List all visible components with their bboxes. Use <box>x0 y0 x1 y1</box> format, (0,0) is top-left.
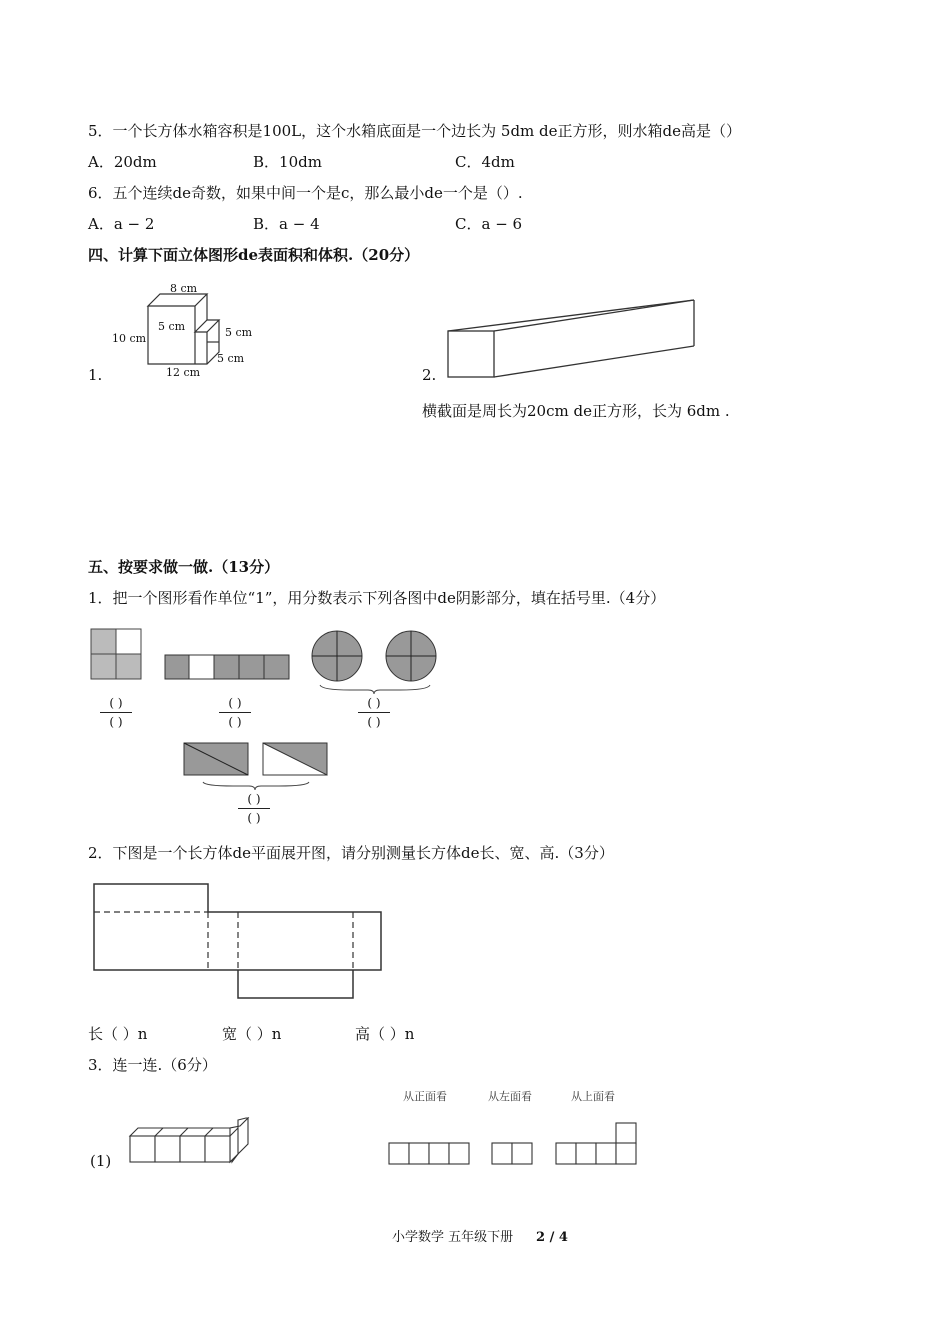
fig1-label-right-upper: 5 cm <box>225 326 253 339</box>
fraction-denominator: ( ) <box>228 715 242 729</box>
fraction-answer-1[interactable] <box>96 696 136 729</box>
view-label-left: 从左面看 <box>488 1090 532 1103</box>
two-circles-figure <box>310 628 440 692</box>
fig1-label-right-lower: 5 cm <box>217 352 245 365</box>
fraction-denominator: ( ) <box>247 811 261 825</box>
view-label-top: 从上面看 <box>571 1090 615 1103</box>
fig1-label-top: 8 cm <box>170 282 198 295</box>
five-part-strip-figure <box>164 654 290 680</box>
left-view-figure[interactable] <box>491 1142 533 1166</box>
measure-width[interactable]: 宽（ ）n <box>222 1025 282 1043</box>
section5-q1-text: 1．把一个图形看作单位“1”，用分数表示下列各图中de阴影部分，填在括号里.（4分） <box>88 589 666 607</box>
q6-option-a: A．a − 2 <box>88 215 155 233</box>
fraction-answer-3[interactable] <box>354 696 394 729</box>
section-5-title: 五、按要求做一做.（13分） <box>88 558 280 576</box>
footer-page-number: 2 / 4 <box>536 1230 568 1245</box>
question-6-text: 6．五个连续de奇数，如果中间一个是c，那么最小de一个是（）. <box>88 184 523 202</box>
quartered-square-figure <box>90 628 142 680</box>
top-view-figure[interactable] <box>555 1122 637 1166</box>
stepped-solid-figure <box>100 280 280 380</box>
footer-subject: 小学数学 五年级下册 <box>392 1230 514 1245</box>
q5-option-a: A．20dm <box>88 153 157 171</box>
q5-option-c: C．4dm <box>455 153 515 171</box>
fraction-answer-4[interactable] <box>234 792 274 825</box>
fig2-caption: 横截面是周长为20cm de正方形，长为 6dm . <box>422 402 730 420</box>
section-4-title: 四、计算下面立体图形de表面积和体积.（20分） <box>88 246 420 264</box>
two-triangle-rects-figure <box>183 742 333 794</box>
q3-item-1-label: (1) <box>90 1152 112 1170</box>
fig1-number: 1. <box>88 366 103 384</box>
section5-q2-text: 2．下图是一个长方体de平面展开图，请分别测量长方体de长、宽、高.（3分） <box>88 844 614 862</box>
q6-option-c: C．a − 6 <box>455 215 523 233</box>
measure-length[interactable]: 长（ ）n <box>88 1025 148 1043</box>
fraction-numerator: ( ) <box>247 792 261 806</box>
fraction-numerator: ( ) <box>109 696 123 710</box>
fraction-answer-2[interactable] <box>215 696 255 729</box>
fraction-numerator: ( ) <box>228 696 242 710</box>
fraction-numerator: ( ) <box>367 696 381 710</box>
fraction-denominator: ( ) <box>109 715 123 729</box>
measure-height[interactable]: 高（ ）n <box>355 1025 415 1043</box>
question-5-text: 5．一个长方体水箱容积是100L，这个水箱底面是一个边长为 5dm de正方形，则水箱de高是（） <box>88 122 742 140</box>
front-view-figure[interactable] <box>388 1142 470 1166</box>
q6-option-b: B．a − 4 <box>253 215 320 233</box>
fig1-label-bottom: 12 cm <box>166 366 201 379</box>
fig1-label-left: 10 cm <box>112 332 147 345</box>
view-label-front: 从正面看 <box>403 1090 447 1103</box>
q5-option-b: B．10dm <box>253 153 322 171</box>
fraction-denominator: ( ) <box>367 715 381 729</box>
cuboid-net-figure <box>92 882 384 1000</box>
cube-row-solid-figure <box>128 1116 252 1166</box>
section5-q3-text: 3．连一连.（6分） <box>88 1056 217 1074</box>
fig2-number: 2. <box>422 366 437 384</box>
long-prism-figure <box>440 296 700 386</box>
fig1-label-inner: 5 cm <box>158 320 186 333</box>
